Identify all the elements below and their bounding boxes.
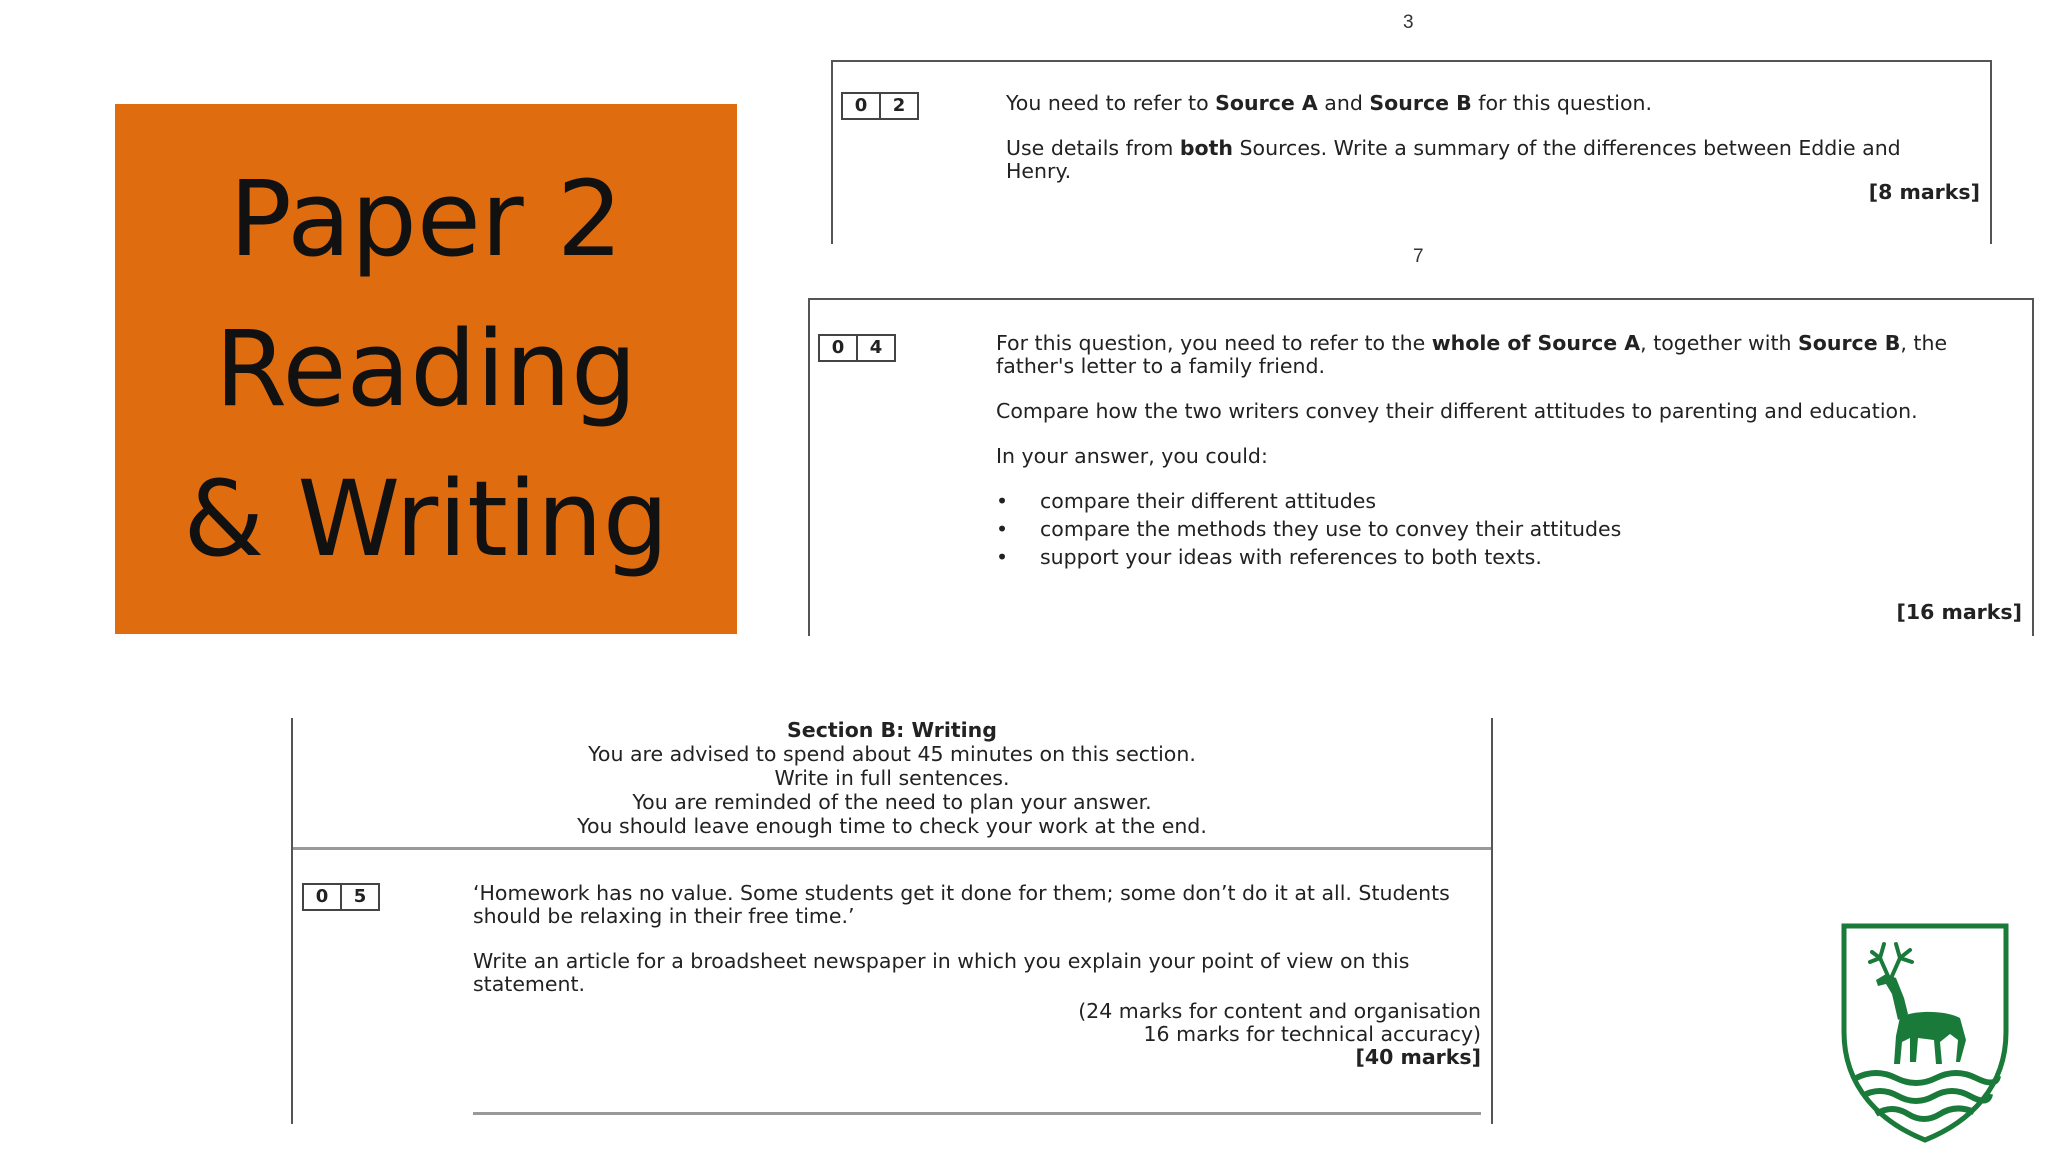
bullet-item: • compare the methods they use to convey their attitudes xyxy=(996,518,1996,541)
question-digit: 0 xyxy=(854,95,868,116)
marks-breakdown-line: 16 marks for technical accuracy) xyxy=(1143,1022,1481,1046)
question-04-box xyxy=(808,298,2034,636)
stag-crest-icon xyxy=(1840,922,2010,1144)
question-05-marks xyxy=(1078,1000,1481,1069)
question-04-bullets xyxy=(996,490,1996,569)
question-02-marks: [8 marks] xyxy=(1868,180,1980,204)
question-digit: 2 xyxy=(879,94,917,118)
page-number-top: 3 xyxy=(1403,12,1414,33)
question-04-para-3: In your answer, you could: xyxy=(996,444,1268,468)
question-04-marks: [16 marks] xyxy=(1896,600,2022,624)
instruction-line: You are reminded of the need to plan your answer. xyxy=(632,790,1152,814)
marks-breakdown-line: (24 marks for content and organisation xyxy=(1078,999,1481,1023)
question-05-quote: ‘Homework has no value. Some students get it done for them; some don’t do it at all. Students should be relaxing in their free time.’ xyxy=(473,881,1450,928)
divider xyxy=(293,847,1491,850)
title-panel xyxy=(115,104,737,634)
question-digit: 4 xyxy=(856,336,894,360)
instruction-line: You are advised to spend about 45 minutes on this section. xyxy=(588,742,1196,766)
question-02-text xyxy=(1006,92,1966,205)
answer-rule xyxy=(473,1112,1481,1115)
bullet-item: • support your ideas with references to both texts. xyxy=(996,546,1996,569)
section-b-instructions xyxy=(293,718,1491,838)
title-line-2: Reading xyxy=(214,308,638,430)
question-number-box xyxy=(818,334,896,362)
instruction-line: You should leave enough time to check your work at the end. xyxy=(577,814,1207,838)
question-digit: 0 xyxy=(831,337,845,358)
title-line-1: Paper 2 xyxy=(229,158,623,280)
page-number-middle: 7 xyxy=(1413,246,1424,267)
section-b-panel xyxy=(291,718,1493,1124)
question-04-para-2: Compare how the two writers convey their different attitudes to parenting and education. xyxy=(996,399,1918,423)
question-number-box xyxy=(302,883,380,911)
question-number-box xyxy=(841,92,919,120)
instruction-line: Write in full sentences. xyxy=(774,766,1010,790)
question-digit: 0 xyxy=(315,886,329,907)
title-line-3: & Writing xyxy=(183,458,669,580)
question-05-task: Write an article for a broadsheet newspaper in which you explain your point of view on this statement. xyxy=(473,949,1410,996)
question-04-para-1: For this question, you need to refer to the whole of Source A, together with Source B, the father's letter to a family friend. xyxy=(996,331,1948,378)
marks-total: [40 marks] xyxy=(1355,1045,1481,1069)
question-02-box xyxy=(831,60,1992,244)
question-digit: 5 xyxy=(340,885,378,909)
question-05-text xyxy=(473,882,1473,1018)
question-04-text xyxy=(996,332,1996,574)
question-02-line-2: Use details from both Sources. Write a summary of the differences between Eddie and Henry. xyxy=(1006,136,1901,183)
bullet-item: • compare their different attitudes xyxy=(996,490,1996,513)
question-02-line-1: You need to refer to Source A and Source B for this question. xyxy=(1006,91,1652,115)
section-b-heading: Section B: Writing xyxy=(787,718,997,742)
